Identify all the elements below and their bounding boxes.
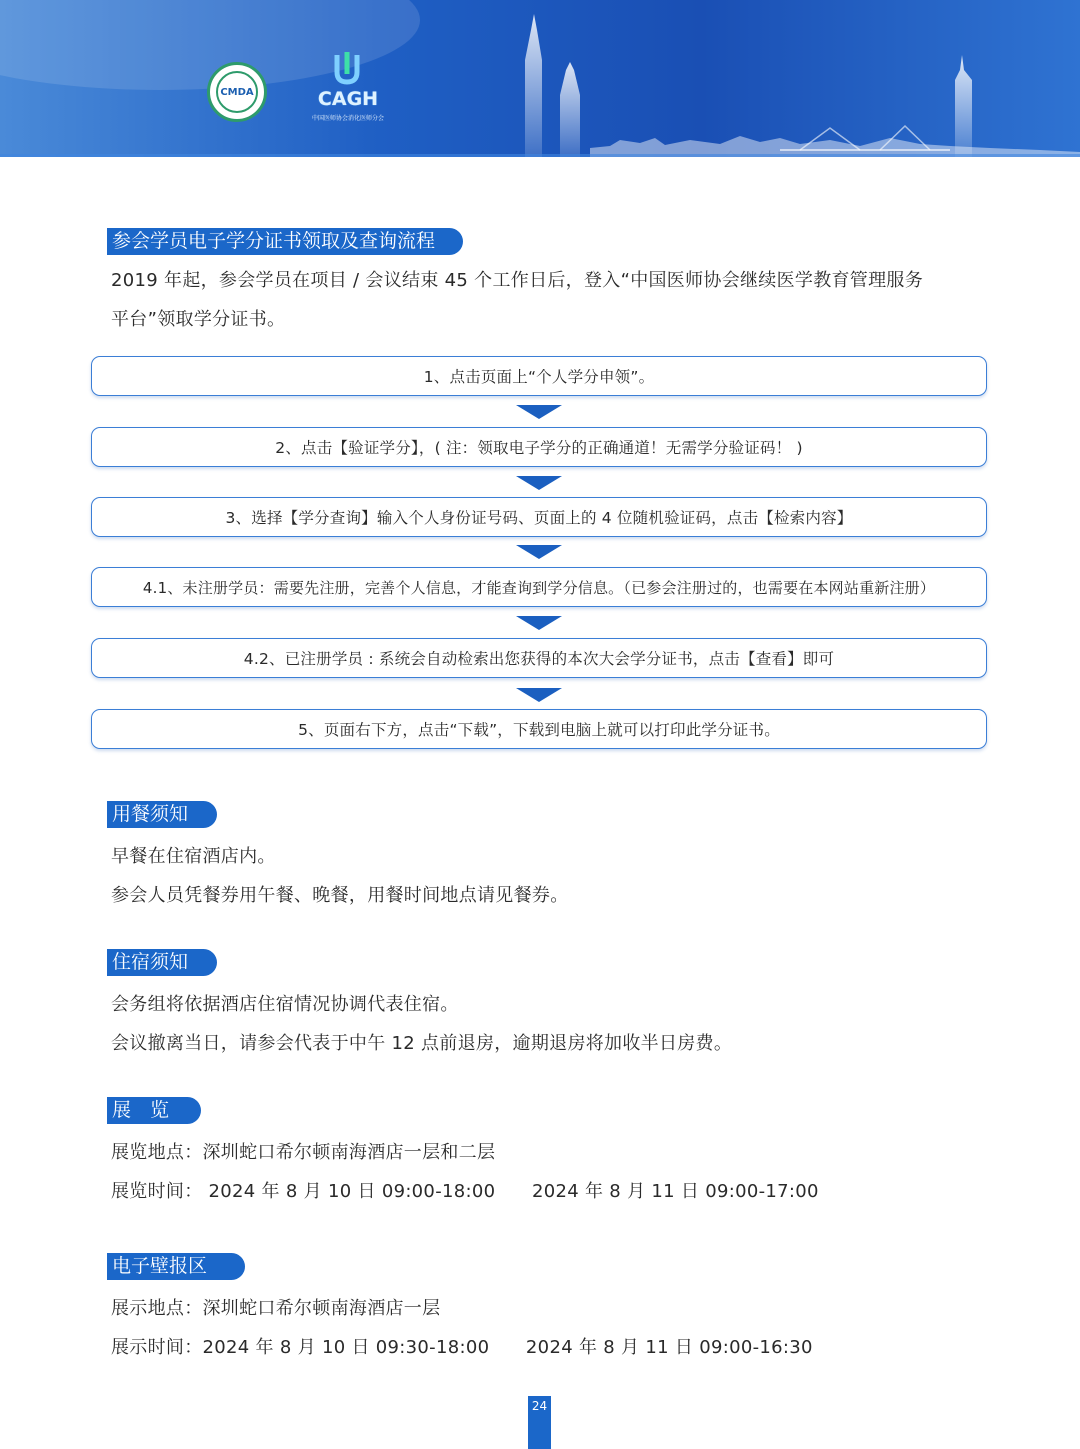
flow-arrow-down-icon bbox=[516, 545, 562, 559]
section-tag-dining: 用餐须知 bbox=[107, 801, 217, 828]
eposter-time: 展示时间：2024 年 8 月 10 日 09:30-18:00 2024 年 8 月 11 日 09:00-16:30 bbox=[111, 1337, 813, 1358]
cagh-logo-text: CAGH bbox=[317, 88, 379, 110]
certificate-intro-line2: 平台”领取学分证书。 bbox=[111, 309, 286, 330]
cagh-mark-icon bbox=[332, 52, 362, 86]
header-banner bbox=[0, 0, 1080, 157]
page-number: 24 bbox=[528, 1396, 551, 1449]
certificate-intro-line1: 2019 年起，参会学员在项目 / 会议结束 45 个工作日后，登入“中国医师协会继续医学教育管理服务 bbox=[111, 270, 924, 291]
flow-step-2: 2、点击【验证学分】，( 注：领取电子学分的正确通道！无需学分验证码！ ) bbox=[91, 427, 987, 467]
exhibition-time: 展览时间： 2024 年 8 月 10 日 09:00-18:00 2024 年 8 月 11 日 09:00-17:00 bbox=[111, 1181, 819, 1202]
cagh-logo bbox=[302, 50, 394, 128]
accommodation-line2: 会议撤离当日，请参会代表于中午 12 点前退房，逾期退房将加收半日房费。 bbox=[111, 1033, 733, 1054]
cmda-logo bbox=[207, 62, 267, 122]
eposter-location: 展示地点：深圳蛇口希尔顿南海酒店一层 bbox=[111, 1298, 441, 1319]
section-tag-exhibition: 展 览 bbox=[107, 1097, 201, 1124]
flow-step-5: 5、页面右下方，点击“下载”，下载到电脑上就可以打印此学分证书。 bbox=[91, 709, 987, 749]
flow-step-3: 3、选择【学分查询】输入个人身份证号码、页面上的 4 位随机验证码，点击【检索内容】 bbox=[91, 497, 987, 537]
cmda-logo-text: CMDA bbox=[220, 86, 254, 98]
flow-step-1: 1、点击页面上“个人学分申领”。 bbox=[91, 356, 987, 396]
flow-step-4-2: 4.2、已注册学员 : 系统会自动检索出您获得的本次大会学分证书，点击【查看】即可 bbox=[91, 638, 987, 678]
section-tag-certificate: 参会学员电子学分证书领取及查询流程 bbox=[107, 228, 463, 255]
section-tag-accommodation: 住宿须知 bbox=[107, 949, 217, 976]
accommodation-line1: 会务组将依据酒店住宿情况协调代表住宿。 bbox=[111, 994, 459, 1015]
skyline-illustration bbox=[0, 0, 1080, 157]
dining-line2: 参会人员凭餐券用午餐、晚餐，用餐时间地点请见餐券。 bbox=[111, 885, 569, 906]
cagh-logo-subtitle: 中国医师协会消化医师分会 bbox=[311, 115, 384, 122]
flow-arrow-down-icon bbox=[516, 476, 562, 490]
exhibition-location: 展览地点：深圳蛇口希尔顿南海酒店一层和二层 bbox=[111, 1142, 496, 1163]
flow-arrow-down-icon bbox=[516, 616, 562, 630]
section-tag-eposter: 电子壁报区 bbox=[107, 1253, 245, 1280]
flow-step-4-1: 4.1、未注册学员：需要先注册，完善个人信息，才能查询到学分信息。（已参会注册过的，也需要在本网站重新注册） bbox=[91, 567, 987, 607]
dining-line1: 早餐在住宿酒店内。 bbox=[111, 846, 276, 867]
flow-arrow-down-icon bbox=[516, 688, 562, 702]
flow-arrow-down-icon bbox=[516, 405, 562, 419]
